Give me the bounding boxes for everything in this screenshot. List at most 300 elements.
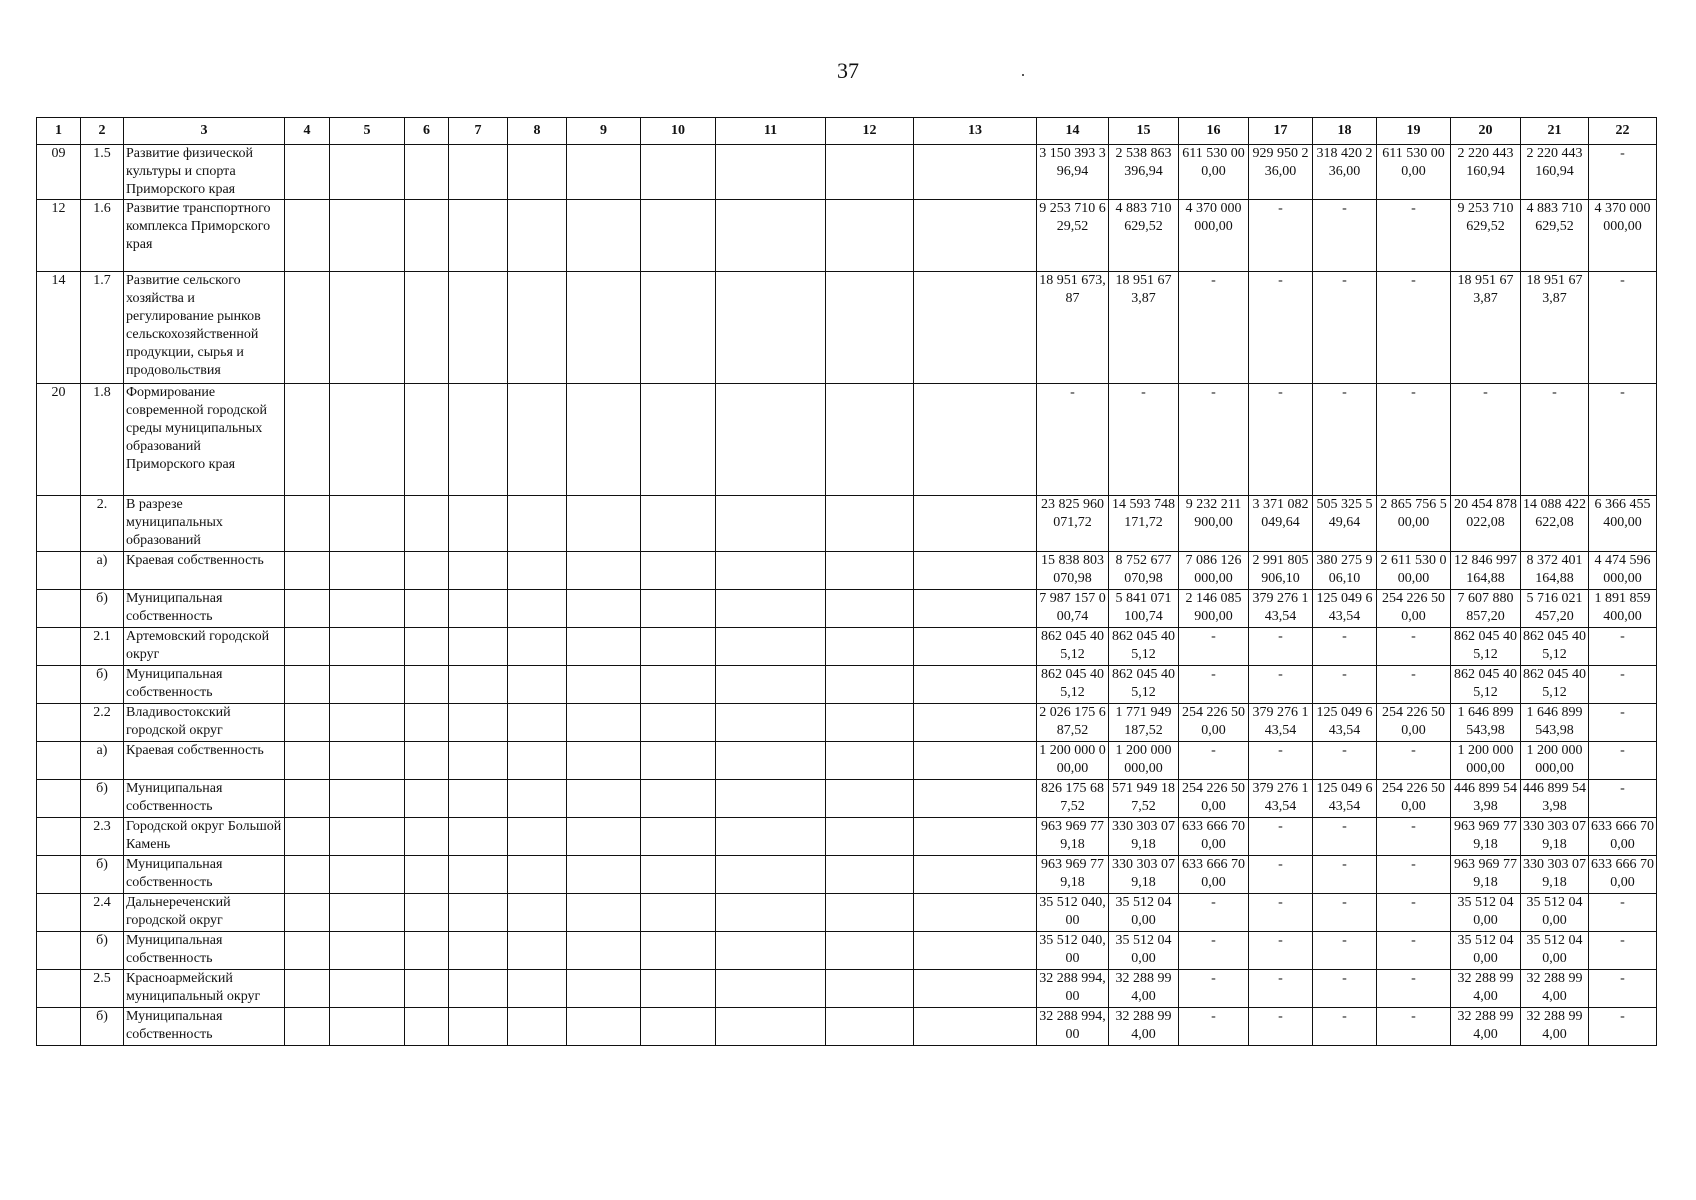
- value-cell: 633 666 700,00: [1179, 856, 1249, 894]
- column-header: 16: [1179, 118, 1249, 145]
- value-cell: 2 611 530 000,00: [1377, 552, 1451, 590]
- value-cell: -: [1377, 932, 1451, 970]
- empty-cell: [449, 145, 508, 200]
- empty-cell: [826, 894, 914, 932]
- empty-cell: [914, 552, 1037, 590]
- value-cell: -: [1377, 1008, 1451, 1046]
- row-number-cell: 1.6: [81, 200, 124, 272]
- value-cell: -: [1313, 666, 1377, 704]
- column-header: 11: [716, 118, 826, 145]
- value-cell: -: [1377, 818, 1451, 856]
- empty-cell: [285, 742, 330, 780]
- value-cell: -: [1377, 200, 1451, 272]
- empty-cell: [449, 628, 508, 666]
- empty-cell: [716, 856, 826, 894]
- empty-cell: [914, 704, 1037, 742]
- value-cell: 15 838 803 070,98: [1037, 552, 1109, 590]
- value-cell: 35 512 040,00: [1521, 894, 1589, 932]
- value-cell: 254 226 500,00: [1377, 704, 1451, 742]
- column-header: 21: [1521, 118, 1589, 145]
- empty-cell: [330, 818, 405, 856]
- empty-cell: [405, 856, 449, 894]
- value-cell: -: [1249, 894, 1313, 932]
- row-number-cell: 1.8: [81, 384, 124, 496]
- empty-cell: [641, 742, 716, 780]
- value-cell: -: [1179, 1008, 1249, 1046]
- row-code-cell: [37, 1008, 81, 1046]
- empty-cell: [641, 970, 716, 1008]
- table-row: [37, 704, 1657, 742]
- value-cell: 1 771 949 187,52: [1109, 704, 1179, 742]
- value-cell: -: [1179, 894, 1249, 932]
- value-cell: 963 969 779,18: [1451, 856, 1521, 894]
- empty-cell: [330, 552, 405, 590]
- empty-cell: [567, 1008, 641, 1046]
- row-name-cell: Развитие сельского хозяйства и регулирование рынков сельскохозяйственной продукции, сырья и продовольствия: [124, 272, 285, 384]
- empty-cell: [826, 970, 914, 1008]
- row-number-cell: 1.7: [81, 272, 124, 384]
- value-cell: 330 303 079,18: [1521, 856, 1589, 894]
- empty-cell: [716, 145, 826, 200]
- value-cell: 12 846 997 164,88: [1451, 552, 1521, 590]
- empty-cell: [330, 200, 405, 272]
- value-cell: 254 226 500,00: [1179, 704, 1249, 742]
- row-name-cell: Краевая собственность: [124, 742, 285, 780]
- value-cell: 32 288 994,00: [1037, 1008, 1109, 1046]
- value-cell: -: [1313, 200, 1377, 272]
- value-cell: 4 370 000 000,00: [1179, 200, 1249, 272]
- value-cell: 862 045 405,12: [1451, 666, 1521, 704]
- empty-cell: [285, 894, 330, 932]
- table-row: [37, 200, 1657, 272]
- value-cell: 9 253 710 629,52: [1037, 200, 1109, 272]
- column-header: 6: [405, 118, 449, 145]
- value-cell: 35 512 040,00: [1451, 894, 1521, 932]
- empty-cell: [330, 894, 405, 932]
- empty-cell: [567, 742, 641, 780]
- empty-cell: [914, 970, 1037, 1008]
- empty-cell: [641, 894, 716, 932]
- column-header: 22: [1589, 118, 1657, 145]
- empty-cell: [567, 628, 641, 666]
- value-cell: -: [1179, 970, 1249, 1008]
- row-number-cell: 2.4: [81, 894, 124, 932]
- value-cell: 35 512 040,00: [1451, 932, 1521, 970]
- empty-cell: [405, 200, 449, 272]
- value-cell: 8 752 677 070,98: [1109, 552, 1179, 590]
- row-name-cell: Артемовский городской округ: [124, 628, 285, 666]
- empty-cell: [405, 272, 449, 384]
- empty-cell: [567, 145, 641, 200]
- row-code-cell: [37, 894, 81, 932]
- empty-cell: [567, 932, 641, 970]
- empty-cell: [826, 552, 914, 590]
- column-header: 9: [567, 118, 641, 145]
- empty-cell: [914, 666, 1037, 704]
- empty-cell: [641, 932, 716, 970]
- value-cell: 330 303 079,18: [1109, 856, 1179, 894]
- value-cell: 862 045 405,12: [1109, 666, 1179, 704]
- row-number-cell: б): [81, 666, 124, 704]
- empty-cell: [330, 780, 405, 818]
- value-cell: -: [1249, 628, 1313, 666]
- empty-cell: [826, 932, 914, 970]
- row-name-cell: Муниципальная собственность: [124, 780, 285, 818]
- value-cell: -: [1249, 666, 1313, 704]
- table-row: [37, 552, 1657, 590]
- value-cell: 379 276 143,54: [1249, 590, 1313, 628]
- empty-cell: [641, 704, 716, 742]
- row-number-cell: б): [81, 932, 124, 970]
- empty-cell: [405, 552, 449, 590]
- value-cell: 611 530 000,00: [1179, 145, 1249, 200]
- value-cell: 380 275 906,10: [1313, 552, 1377, 590]
- empty-cell: [826, 590, 914, 628]
- empty-cell: [405, 1008, 449, 1046]
- empty-cell: [567, 496, 641, 552]
- empty-cell: [716, 818, 826, 856]
- empty-cell: [914, 496, 1037, 552]
- empty-cell: [405, 932, 449, 970]
- empty-cell: [914, 628, 1037, 666]
- row-name-cell: Муниципальная собственность: [124, 666, 285, 704]
- row-code-cell: [37, 666, 81, 704]
- empty-cell: [285, 200, 330, 272]
- empty-cell: [508, 856, 567, 894]
- value-cell: 571 949 187,52: [1109, 780, 1179, 818]
- table-body: [37, 145, 1657, 1046]
- value-cell: -: [1249, 856, 1313, 894]
- empty-cell: [826, 384, 914, 496]
- empty-cell: [826, 780, 914, 818]
- table-row: [37, 666, 1657, 704]
- empty-cell: [641, 1008, 716, 1046]
- empty-cell: [449, 856, 508, 894]
- empty-cell: [508, 970, 567, 1008]
- row-number-cell: б): [81, 590, 124, 628]
- empty-cell: [716, 704, 826, 742]
- value-cell: -: [1313, 970, 1377, 1008]
- value-cell: -: [1377, 272, 1451, 384]
- empty-cell: [716, 970, 826, 1008]
- value-cell: -: [1249, 932, 1313, 970]
- value-cell: -: [1179, 384, 1249, 496]
- value-cell: -: [1313, 932, 1377, 970]
- empty-cell: [405, 970, 449, 1008]
- value-cell: 862 045 405,12: [1037, 628, 1109, 666]
- empty-cell: [405, 590, 449, 628]
- empty-cell: [914, 894, 1037, 932]
- empty-cell: [826, 704, 914, 742]
- value-cell: -: [1313, 856, 1377, 894]
- value-cell: 318 420 236,00: [1313, 145, 1377, 200]
- value-cell: 3 150 393 396,94: [1037, 145, 1109, 200]
- value-cell: 18 951 673,87: [1451, 272, 1521, 384]
- empty-cell: [914, 590, 1037, 628]
- empty-cell: [914, 384, 1037, 496]
- column-header: 8: [508, 118, 567, 145]
- empty-cell: [508, 666, 567, 704]
- value-cell: -: [1589, 742, 1657, 780]
- empty-cell: [285, 780, 330, 818]
- empty-cell: [285, 496, 330, 552]
- row-name-cell: Муниципальная собственность: [124, 1008, 285, 1046]
- row-code-cell: [37, 780, 81, 818]
- row-number-cell: 1.5: [81, 145, 124, 200]
- empty-cell: [641, 666, 716, 704]
- value-cell: 330 303 079,18: [1521, 818, 1589, 856]
- empty-cell: [449, 384, 508, 496]
- value-cell: -: [1589, 970, 1657, 1008]
- empty-cell: [508, 742, 567, 780]
- value-cell: 35 512 040,00: [1037, 894, 1109, 932]
- empty-cell: [449, 970, 508, 1008]
- empty-cell: [330, 666, 405, 704]
- value-cell: 1 200 000 000,00: [1109, 742, 1179, 780]
- empty-cell: [449, 894, 508, 932]
- column-header: 5: [330, 118, 405, 145]
- row-number-cell: б): [81, 1008, 124, 1046]
- value-cell: -: [1313, 742, 1377, 780]
- empty-cell: [285, 1008, 330, 1046]
- value-cell: 9 232 211 900,00: [1179, 496, 1249, 552]
- empty-cell: [285, 552, 330, 590]
- empty-cell: [405, 780, 449, 818]
- value-cell: 446 899 543,98: [1451, 780, 1521, 818]
- empty-cell: [914, 856, 1037, 894]
- value-cell: -: [1377, 628, 1451, 666]
- value-cell: 1 891 859 400,00: [1589, 590, 1657, 628]
- empty-cell: [330, 496, 405, 552]
- row-code-cell: [37, 818, 81, 856]
- empty-cell: [641, 552, 716, 590]
- empty-cell: [716, 552, 826, 590]
- empty-cell: [449, 742, 508, 780]
- empty-cell: [285, 666, 330, 704]
- empty-cell: [449, 272, 508, 384]
- value-cell: 4 474 596 000,00: [1589, 552, 1657, 590]
- empty-cell: [285, 384, 330, 496]
- row-name-cell: Владивостокский городской округ: [124, 704, 285, 742]
- empty-cell: [716, 628, 826, 666]
- empty-cell: [330, 704, 405, 742]
- empty-cell: [826, 818, 914, 856]
- row-name-cell: Формирование современной городской среды муниципальных образований Приморского края: [124, 384, 285, 496]
- empty-cell: [567, 818, 641, 856]
- value-cell: 32 288 994,00: [1521, 970, 1589, 1008]
- row-code-cell: 09: [37, 145, 81, 200]
- empty-cell: [716, 496, 826, 552]
- row-code-cell: [37, 856, 81, 894]
- value-cell: 633 666 700,00: [1179, 818, 1249, 856]
- table-row: [37, 496, 1657, 552]
- value-cell: -: [1589, 628, 1657, 666]
- value-cell: -: [1037, 384, 1109, 496]
- value-cell: 23 825 960 071,72: [1037, 496, 1109, 552]
- empty-cell: [508, 384, 567, 496]
- empty-cell: [716, 780, 826, 818]
- empty-cell: [330, 1008, 405, 1046]
- empty-cell: [285, 932, 330, 970]
- empty-cell: [716, 742, 826, 780]
- empty-cell: [826, 742, 914, 780]
- empty-cell: [285, 145, 330, 200]
- row-code-cell: [37, 628, 81, 666]
- empty-cell: [826, 666, 914, 704]
- value-cell: 379 276 143,54: [1249, 704, 1313, 742]
- empty-cell: [508, 552, 567, 590]
- value-cell: -: [1451, 384, 1521, 496]
- value-cell: -: [1377, 742, 1451, 780]
- table-row: [37, 894, 1657, 932]
- value-cell: 633 666 700,00: [1589, 856, 1657, 894]
- value-cell: -: [1179, 742, 1249, 780]
- value-cell: -: [1313, 384, 1377, 496]
- value-cell: 379 276 143,54: [1249, 780, 1313, 818]
- value-cell: 32 288 994,00: [1451, 1008, 1521, 1046]
- empty-cell: [716, 590, 826, 628]
- value-cell: 4 883 710 629,52: [1109, 200, 1179, 272]
- value-cell: 862 045 405,12: [1521, 666, 1589, 704]
- value-cell: 125 049 643,54: [1313, 590, 1377, 628]
- value-cell: 18 951 673,87: [1521, 272, 1589, 384]
- empty-cell: [567, 894, 641, 932]
- empty-cell: [641, 780, 716, 818]
- value-cell: 2 146 085 900,00: [1179, 590, 1249, 628]
- value-cell: 2 220 443 160,94: [1521, 145, 1589, 200]
- value-cell: 862 045 405,12: [1037, 666, 1109, 704]
- empty-cell: [641, 145, 716, 200]
- value-cell: 826 175 687,52: [1037, 780, 1109, 818]
- empty-cell: [716, 666, 826, 704]
- empty-cell: [716, 384, 826, 496]
- column-header: 15: [1109, 118, 1179, 145]
- value-cell: -: [1313, 818, 1377, 856]
- table-row: [37, 818, 1657, 856]
- empty-cell: [330, 970, 405, 1008]
- empty-cell: [449, 780, 508, 818]
- empty-cell: [567, 272, 641, 384]
- value-cell: -: [1249, 818, 1313, 856]
- row-code-cell: [37, 704, 81, 742]
- value-cell: 505 325 549,64: [1313, 496, 1377, 552]
- row-name-cell: Красноармейский муниципальный округ: [124, 970, 285, 1008]
- empty-cell: [508, 590, 567, 628]
- value-cell: 446 899 543,98: [1521, 780, 1589, 818]
- row-number-cell: 2.1: [81, 628, 124, 666]
- value-cell: -: [1249, 742, 1313, 780]
- empty-cell: [567, 704, 641, 742]
- value-cell: 2 991 805 906,10: [1249, 552, 1313, 590]
- value-cell: 254 226 500,00: [1377, 780, 1451, 818]
- empty-cell: [508, 496, 567, 552]
- value-cell: 862 045 405,12: [1109, 628, 1179, 666]
- value-cell: -: [1249, 200, 1313, 272]
- empty-cell: [449, 666, 508, 704]
- value-cell: 14 088 422 622,08: [1521, 496, 1589, 552]
- empty-cell: [508, 704, 567, 742]
- value-cell: 2 538 863 396,94: [1109, 145, 1179, 200]
- empty-cell: [508, 272, 567, 384]
- empty-cell: [567, 970, 641, 1008]
- value-cell: -: [1249, 272, 1313, 384]
- empty-cell: [285, 970, 330, 1008]
- value-cell: 963 969 779,18: [1037, 856, 1109, 894]
- value-cell: 3 371 082 049,64: [1249, 496, 1313, 552]
- empty-cell: [285, 818, 330, 856]
- row-name-cell: Краевая собственность: [124, 552, 285, 590]
- value-cell: -: [1377, 856, 1451, 894]
- empty-cell: [508, 200, 567, 272]
- value-cell: 1 646 899 543,98: [1521, 704, 1589, 742]
- column-header: 4: [285, 118, 330, 145]
- value-cell: 7 086 126 000,00: [1179, 552, 1249, 590]
- empty-cell: [330, 590, 405, 628]
- empty-cell: [826, 200, 914, 272]
- table-row: [37, 742, 1657, 780]
- value-cell: -: [1589, 704, 1657, 742]
- empty-cell: [508, 1008, 567, 1046]
- empty-cell: [567, 780, 641, 818]
- value-cell: 14 593 748 171,72: [1109, 496, 1179, 552]
- value-cell: 1 646 899 543,98: [1451, 704, 1521, 742]
- column-header: 19: [1377, 118, 1451, 145]
- value-cell: -: [1377, 894, 1451, 932]
- row-name-cell: В разрезе муниципальных образований: [124, 496, 285, 552]
- empty-cell: [641, 856, 716, 894]
- empty-cell: [641, 384, 716, 496]
- empty-cell: [330, 384, 405, 496]
- row-code-cell: 20: [37, 384, 81, 496]
- row-name-cell: Дальнереченский городской округ: [124, 894, 285, 932]
- empty-cell: [914, 780, 1037, 818]
- value-cell: -: [1179, 932, 1249, 970]
- empty-cell: [641, 590, 716, 628]
- value-cell: -: [1249, 970, 1313, 1008]
- value-cell: -: [1179, 272, 1249, 384]
- empty-cell: [716, 894, 826, 932]
- row-code-cell: 14: [37, 272, 81, 384]
- value-cell: 5 841 071 100,74: [1109, 590, 1179, 628]
- empty-cell: [641, 818, 716, 856]
- empty-cell: [914, 200, 1037, 272]
- value-cell: 32 288 994,00: [1521, 1008, 1589, 1046]
- value-cell: -: [1313, 628, 1377, 666]
- column-header: 2: [81, 118, 124, 145]
- empty-cell: [826, 496, 914, 552]
- value-cell: 4 883 710 629,52: [1521, 200, 1589, 272]
- empty-cell: [449, 704, 508, 742]
- table-row: [37, 384, 1657, 496]
- value-cell: -: [1313, 272, 1377, 384]
- column-header: 12: [826, 118, 914, 145]
- row-code-cell: 12: [37, 200, 81, 272]
- row-name-cell: Муниципальная собственность: [124, 856, 285, 894]
- empty-cell: [330, 145, 405, 200]
- value-cell: 4 370 000 000,00: [1589, 200, 1657, 272]
- value-cell: 8 372 401 164,88: [1521, 552, 1589, 590]
- column-header: 18: [1313, 118, 1377, 145]
- table-row: [37, 145, 1657, 200]
- empty-cell: [641, 496, 716, 552]
- empty-cell: [508, 628, 567, 666]
- value-cell: -: [1179, 628, 1249, 666]
- empty-cell: [716, 272, 826, 384]
- value-cell: 32 288 994,00: [1451, 970, 1521, 1008]
- empty-cell: [567, 590, 641, 628]
- value-cell: 7 607 880 857,20: [1451, 590, 1521, 628]
- row-code-cell: [37, 552, 81, 590]
